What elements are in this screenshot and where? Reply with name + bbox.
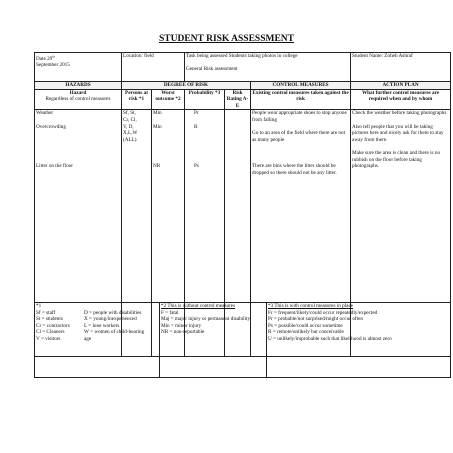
col-existing: Existing control measures taken against the risk [251,89,351,110]
prob-3: Ps [194,163,199,170]
location-cell: Location: field [122,53,185,82]
general-label: General Risk assessment [186,66,238,73]
persons-line: V, D, [123,123,134,130]
key1-item: W = women of child-bearing [84,329,145,336]
hazard-overcrowding: Overcrowding [36,123,66,130]
section-degree: DEGREE OF RISK [122,82,251,90]
key-persons [35,303,160,378]
col-further: What further control measures are required when and by whom [351,89,451,110]
task-label: Task being assessed Students taking photos in college [186,53,298,59]
date-label: Date 29th [36,54,56,62]
key3-item: U = unlikely/improbable such that likelihood is almost zero [268,335,392,342]
key-probability [267,303,451,378]
key3-item: Pr = probable/not surprised/might occur often [268,316,363,323]
col-hazard-title: Hazard [69,89,87,96]
worst-2: Min [153,123,162,130]
key1-item: L = lone workers [84,322,120,329]
hazard-litter: Litter on the floor [36,163,74,170]
col-hazard-sub: Regardless of control measures [45,96,111,103]
key3-item: Fr = frequent/likely/could occur repeatedly/expected [268,309,378,316]
column-header-row [35,89,451,110]
section-action: ACTION PLAN [351,82,451,90]
key2-item: NR = non-reportable [161,329,205,336]
key2-heading: *2 This is without control measures [161,303,236,309]
key2-item: Min = minor injury [161,322,202,329]
date-value: September 2015 [36,62,70,69]
key1-item: St = students [36,316,63,323]
action-3: Make sure the area is clean and there is no rubbish on the floor before taking photographs. [352,149,441,170]
persons-line: Cr, Cl, [123,116,137,123]
key2-item: Maj = major injury or permanent disability [161,316,251,323]
key1-item: age [84,335,92,342]
key3-heading: *3 This is with control measures in place [268,303,354,309]
task-cell [185,53,351,82]
key1-item: X = young/inexperienced [84,316,137,323]
col-probability: Probability *3 [185,89,225,110]
persons-line: (ALL) [123,136,137,143]
persons-line: Sf, St, [123,110,136,117]
student-cell: Student Name: Zoheb Ashraf [351,53,451,82]
section-header-row [35,82,451,90]
section-control: CONTROL MEASURES [251,82,351,90]
persons-line: X,L,W [123,130,138,137]
key-outcome [160,303,267,378]
control-2: Go to an area of the field where there are not as many people [252,130,346,143]
key1-item: Cr = contractors [36,322,70,329]
action-2: Also tell people that you will be taking pictures here and nicely ask for them to stay away from there. [352,123,444,143]
date-cell [35,53,122,82]
section-hazards: HAZARDS [35,82,122,90]
action-1: Check the weather before taking photographs [352,110,447,117]
col-hazard [35,89,122,110]
prob-1: Pr [194,110,199,117]
prob-2: R [194,123,198,130]
key2-item: F = fatal [161,309,179,316]
key3-item: Ps = possible/could occur sometime [268,322,343,329]
page-title: STUDENT RISK ASSESSMENT [159,34,294,44]
worst-3: NR [153,163,161,170]
key-table [34,302,450,378]
key1-heading: *1 [36,303,42,309]
key1-item: Sf = staff [36,309,56,316]
col-risk: Risk Rating A-E [225,89,251,110]
hazard-weather: Weather [36,110,54,117]
key1-item: Cl = Cleaners [36,329,65,336]
worst-1: Min [153,110,162,117]
key3-item: R = remote/unlikely but conceivable [268,329,344,336]
col-worst: Worst outcome *2 [152,89,185,110]
meta-row [35,53,451,82]
key1-item: V = visitors [36,335,61,342]
col-persons: Persons at risk *1 [122,89,152,110]
control-1: People wear appropriate shoes to stop anyone from falling [252,110,347,123]
control-3: There are bins where the litter should be dropped so there should not be any litter. [252,163,337,176]
key-row [35,303,451,378]
key1-item: D = people with disabilities [84,309,142,316]
